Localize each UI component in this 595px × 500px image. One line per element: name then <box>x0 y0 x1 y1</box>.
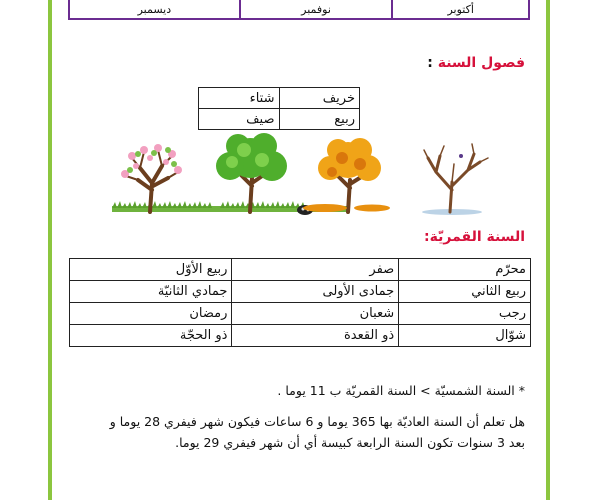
season-cell: ربيع <box>279 109 360 130</box>
season-cell: خريف <box>279 88 360 109</box>
lunar-month-cell: محرّم <box>399 259 531 281</box>
leap-year-note-line2: بعد 3 سنوات تكون السنة الرابعة كبيسة أي أن شهر فيفري 29 يوما. <box>175 435 525 450</box>
lunar-month-cell: جمادي الثانيّة <box>70 281 232 303</box>
autumn-tree-icon <box>303 138 390 212</box>
lunar-month-cell: رمضان <box>70 303 232 325</box>
month-cell: أكتوبر <box>392 0 529 19</box>
table-row <box>70 281 531 303</box>
table-row <box>199 109 360 130</box>
lunar-heading: السنة القمريّة: <box>424 229 525 245</box>
lunar-months-table <box>69 258 531 347</box>
month-cell: ديسمبر <box>69 0 240 19</box>
lunar-month-cell: شعبان <box>232 303 399 325</box>
lunar-month-cell: رجب <box>399 303 531 325</box>
seasons-heading <box>427 55 525 71</box>
seasons-heading-text: فصول السنة <box>437 55 525 71</box>
lunar-month-cell: ذو القعدة <box>232 325 399 347</box>
seasons-table <box>198 87 360 130</box>
months-table <box>68 0 530 20</box>
lunar-month-cell: شوّال <box>399 325 531 347</box>
lunar-month-cell: ربيع الأوّل <box>70 259 232 281</box>
month-cell: نوفمبر <box>240 0 393 19</box>
table-row <box>70 325 531 347</box>
season-cell: صيف <box>199 109 280 130</box>
solar-vs-lunar-note: * السنة الشمسيّة > السنة القمريّة ب 11 يوما . <box>277 383 525 398</box>
leap-year-note-line1: هل تعلم أن السنة العاديّة بها 365 يوما و 6 ساعات فيكون شهر فيفري 28 يوما و <box>109 414 525 429</box>
page-border-right <box>546 0 550 500</box>
lunar-month-cell: ذو الحجّة <box>70 325 232 347</box>
lunar-month-cell: ربيع الثاني <box>399 281 531 303</box>
seasons-trees-illustration <box>110 128 490 220</box>
table-row <box>69 0 529 19</box>
table-row <box>70 303 531 325</box>
lunar-month-cell: جمادى الأولى <box>232 281 399 303</box>
lunar-month-cell: صفر <box>232 259 399 281</box>
table-row <box>70 259 531 281</box>
summer-tree-icon <box>216 133 287 212</box>
table-row <box>199 88 360 109</box>
page-border-left <box>48 0 52 500</box>
winter-tree-icon <box>422 144 488 215</box>
spring-tree-icon <box>121 144 182 212</box>
seasons-heading-colon: : <box>427 55 438 71</box>
season-cell: شتاء <box>199 88 280 109</box>
